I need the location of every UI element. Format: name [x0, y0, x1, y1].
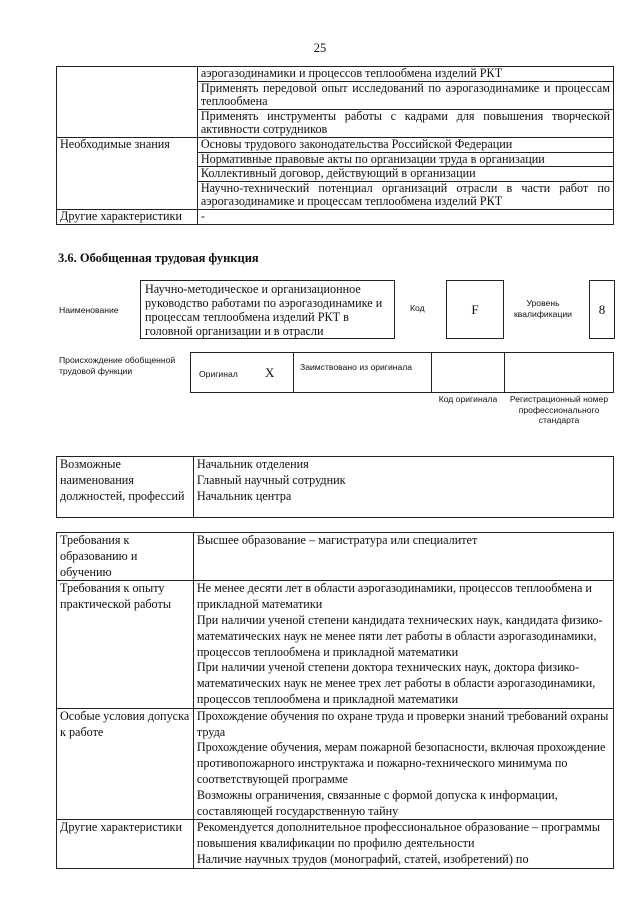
reg-number-cell	[504, 352, 614, 393]
original-code-cell	[431, 352, 505, 393]
requirements-table	[56, 532, 614, 869]
knowledge-item: Коллективный договор, действующий в организации	[197, 167, 613, 182]
positions-list	[193, 457, 613, 518]
experience-label: Требования к опыту практической работы	[57, 581, 194, 708]
original-label: Оригинал	[199, 369, 238, 379]
other-item: -	[197, 209, 613, 224]
knowledge-item: Научно-технический потенциал организаций отрасли в части работ по аэрогазодинамике и процессам теплообмена изделий РКТ	[197, 181, 613, 209]
experience-value	[193, 581, 613, 708]
skill-item: Применять передовой опыт исследований по аэрогазодинамике и процессам теплообмена	[197, 81, 613, 109]
skill-item: Применять инструменты работы с кадрами для повышения творческой активности сотрудников	[197, 109, 613, 137]
origin-label: Происхождение обобщенной трудовой функции	[59, 355, 176, 376]
original-cell	[190, 352, 294, 393]
requirement-item: При наличии ученой степени кандидата технических наук, кандидата физико-математических наук не менее пяти лет работы в области аэрогазодинамики, процессов теплообмена и прикладной математики	[196, 612, 603, 659]
positions-table	[56, 456, 614, 518]
borrowed-cell	[293, 352, 432, 393]
requirement-item: Не менее десяти лет в области аэрогазодинамики, процессов теплообмена и прикладной математики	[196, 581, 592, 612]
level-label: Уровень квалификации	[514, 298, 572, 319]
position-item: Начальник центра	[196, 488, 292, 503]
function-name: Научно-методическое и организационное руководство работами по аэрогазодинамике и процессам теплообмена изделий РКТ в головной организации и в отрасли	[140, 280, 395, 339]
level-value: 8	[589, 280, 615, 339]
requirement-item: Высшее образование – магистратура или специалитет	[196, 533, 478, 547]
requirement-item: Возможны ограничения, связанные с формой допуска к информации, составляющей государственную тайну	[196, 787, 558, 818]
requirement-item: Прохождение обучения, мерам пожарной безопасности, включая прохождение противопожарного инструктажа и пожарно-технического минимума по соответствующей программе	[196, 740, 606, 786]
row-label-other: Другие характеристики	[57, 209, 198, 224]
section-title: 3.6. Обобщенная трудовая функция	[58, 251, 259, 265]
admission-label: Особые условия допуска к работе	[57, 708, 194, 820]
requirement-item: Прохождение обучения по охране труда и проверки знаний требований охраны труда	[196, 708, 609, 739]
name-label: Наименование	[59, 305, 119, 315]
positions-label: Возможные наименования должностей, профессий	[57, 457, 194, 518]
education-value	[193, 533, 613, 581]
original-mark: X	[265, 365, 275, 380]
row-label-knowledge: Необходимые знания	[57, 137, 198, 209]
position-item: Главный научный сотрудник	[196, 472, 346, 487]
code-label: Код	[410, 303, 425, 313]
requirement-item: Наличие научных трудов (монографий, статей, изобретений) по	[196, 851, 529, 866]
requirement-item: При наличии ученой степени доктора технических наук, доктора физико-математических наук не менее трех лет работы в области аэрогазодинамики, процессов теплообмена и прикладной математики	[196, 660, 596, 706]
knowledge-item: Нормативные правовые акты по организации труда в организации	[197, 152, 613, 167]
row-label	[57, 67, 198, 138]
code-caption: Код оригинала	[438, 394, 498, 404]
requirement-item: Рекомендуется дополнительное профессиональное образование – программы повышения квалификации по профилю деятельности	[196, 820, 601, 851]
page-number: 25	[313, 41, 327, 55]
knowledge-item: Основы трудового законодательства Российской Федерации	[197, 137, 613, 152]
other-characteristics-value	[193, 820, 613, 868]
code-value: F	[446, 280, 504, 339]
reg-caption: Регистрационный номер профессионального стандарта	[509, 394, 609, 425]
borrowed-label: Заимствовано из оригинала	[300, 362, 413, 372]
education-label: Требования к образованию и обучению	[57, 533, 194, 581]
position-item: Начальник отделения	[196, 457, 309, 471]
skills-table	[56, 66, 614, 225]
other-characteristics-label: Другие характеристики	[57, 820, 194, 868]
admission-value	[193, 708, 613, 820]
skill-item: аэрогазодинамики и процессов теплообмена изделий РКТ	[197, 67, 613, 82]
